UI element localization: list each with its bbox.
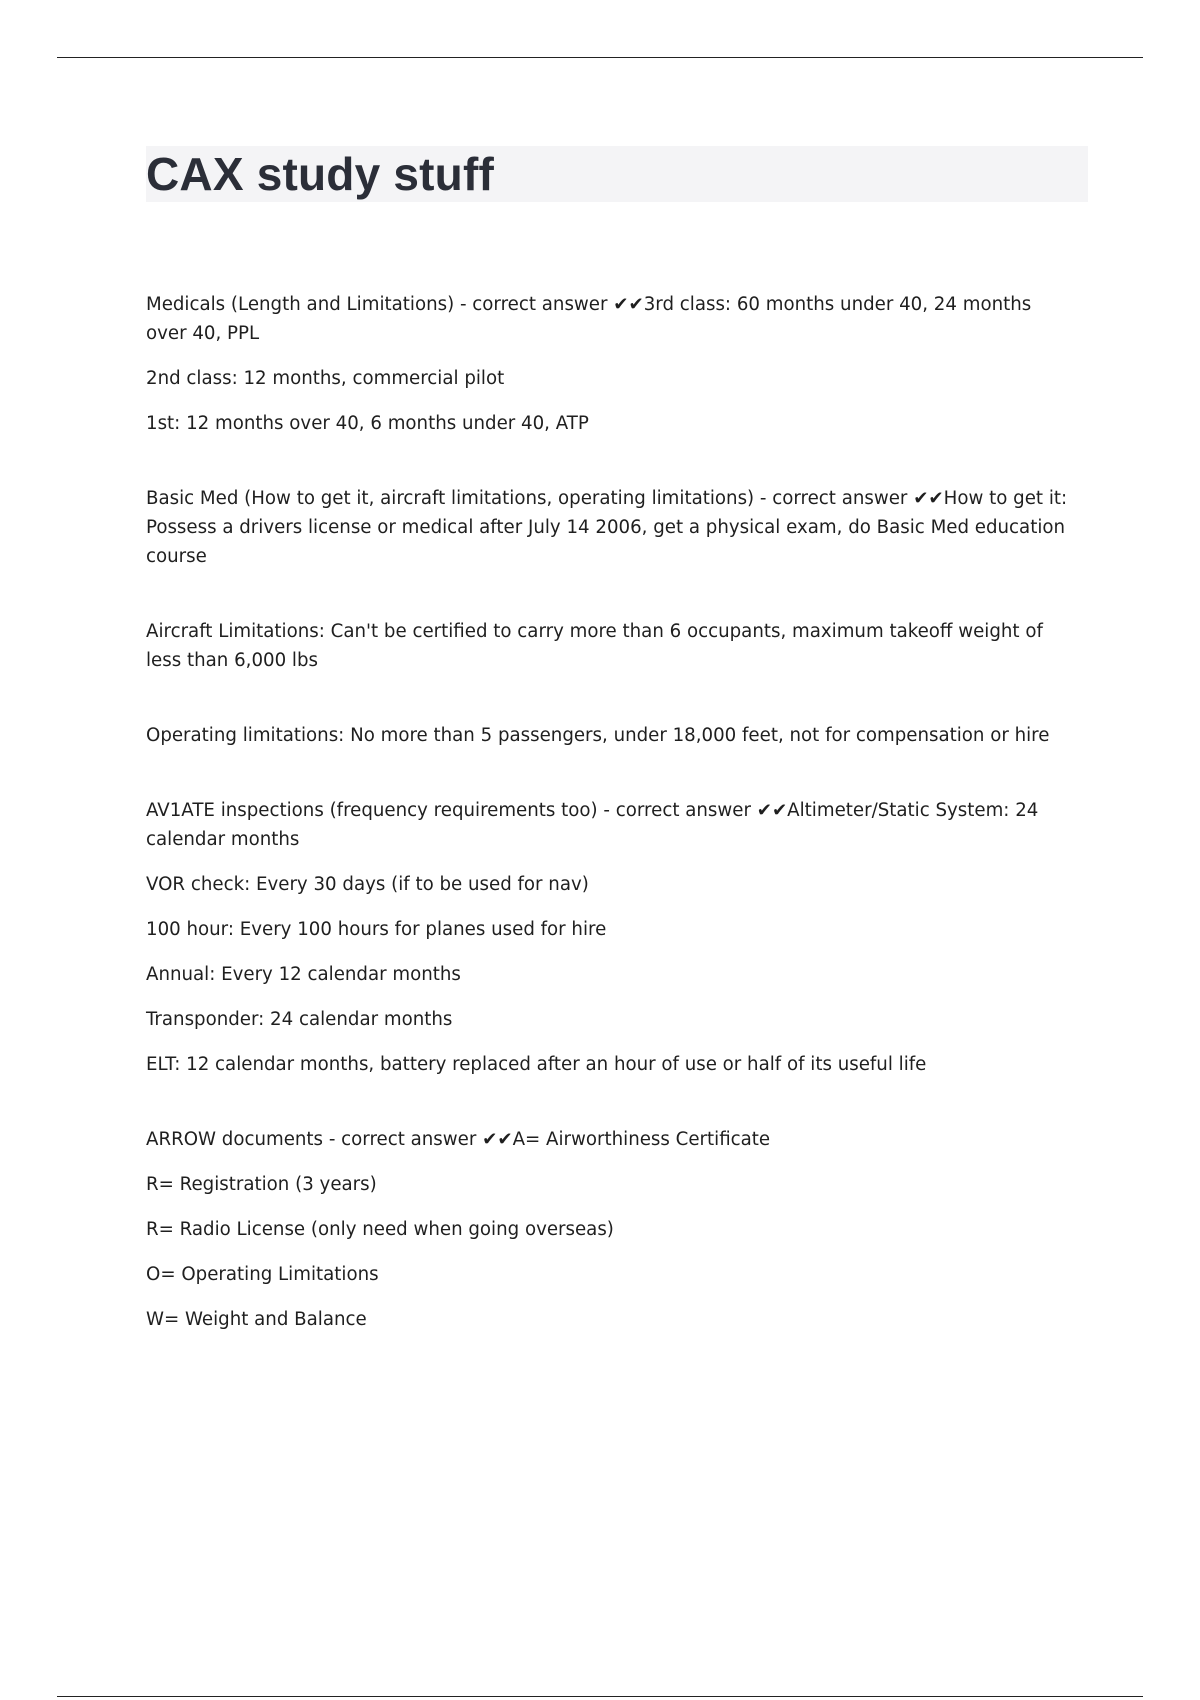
section-av1ate-inspections xyxy=(146,796,1076,1079)
text-line: 100 hour: Every 100 hours for planes used for hire xyxy=(146,919,607,940)
section-arrow-documents xyxy=(146,1125,1076,1334)
footer-rule xyxy=(57,1696,1143,1697)
text-line: Aircraft Limitations: Can't be certified to carry more than 6 occupants, maximum takeoff weight of less than 6,000 lbs xyxy=(146,621,1043,671)
text-line: Operating limitations: No more than 5 passengers, under 18,000 feet, not for compensation or hire xyxy=(146,725,1050,746)
section-medicals xyxy=(146,290,1076,438)
text-line: Transponder: 24 calendar months xyxy=(146,1009,453,1030)
document-body xyxy=(146,290,1076,1380)
text-line: 1st: 12 months over 40, 6 months under 40, ATP xyxy=(146,413,589,434)
text-line: AV1ATE inspections (frequency requirements too) - correct answer ✔✔Altimeter/Static System: 24 calendar months xyxy=(146,800,1039,850)
text-line: 2nd class: 12 months, commercial pilot xyxy=(146,368,505,389)
text-line: Basic Med (How to get it, aircraft limitations, operating limitations) - correct answer ✔✔How to get it: Possess a drivers license or medical after July 14 2006, get a physical exam, do Basic Med education course xyxy=(146,488,1068,567)
page-title: CAX study stuff xyxy=(146,148,494,200)
text-line: ARROW documents - correct answer ✔✔A= Airworthiness Certificate xyxy=(146,1129,771,1150)
text-line: Annual: Every 12 calendar months xyxy=(146,964,461,985)
title-banner xyxy=(146,146,1088,202)
text-line: W= Weight and Balance xyxy=(146,1309,367,1330)
header-rule xyxy=(57,57,1143,58)
text-line: ELT: 12 calendar months, battery replaced after an hour of use or half of its useful life xyxy=(146,1054,927,1075)
section-aircraft-limitations xyxy=(146,617,1076,675)
text-line: R= Registration (3 years) xyxy=(146,1174,377,1195)
text-line: Medicals (Length and Limitations) - correct answer ✔✔3rd class: 60 months under 40, 24 months over 40, PPL xyxy=(146,294,1032,344)
section-basic-med xyxy=(146,484,1076,571)
text-line: O= Operating Limitations xyxy=(146,1264,379,1285)
section-operating-limitations xyxy=(146,721,1076,750)
text-line: R= Radio License (only need when going overseas) xyxy=(146,1219,614,1240)
text-line: VOR check: Every 30 days (if to be used for nav) xyxy=(146,874,589,895)
